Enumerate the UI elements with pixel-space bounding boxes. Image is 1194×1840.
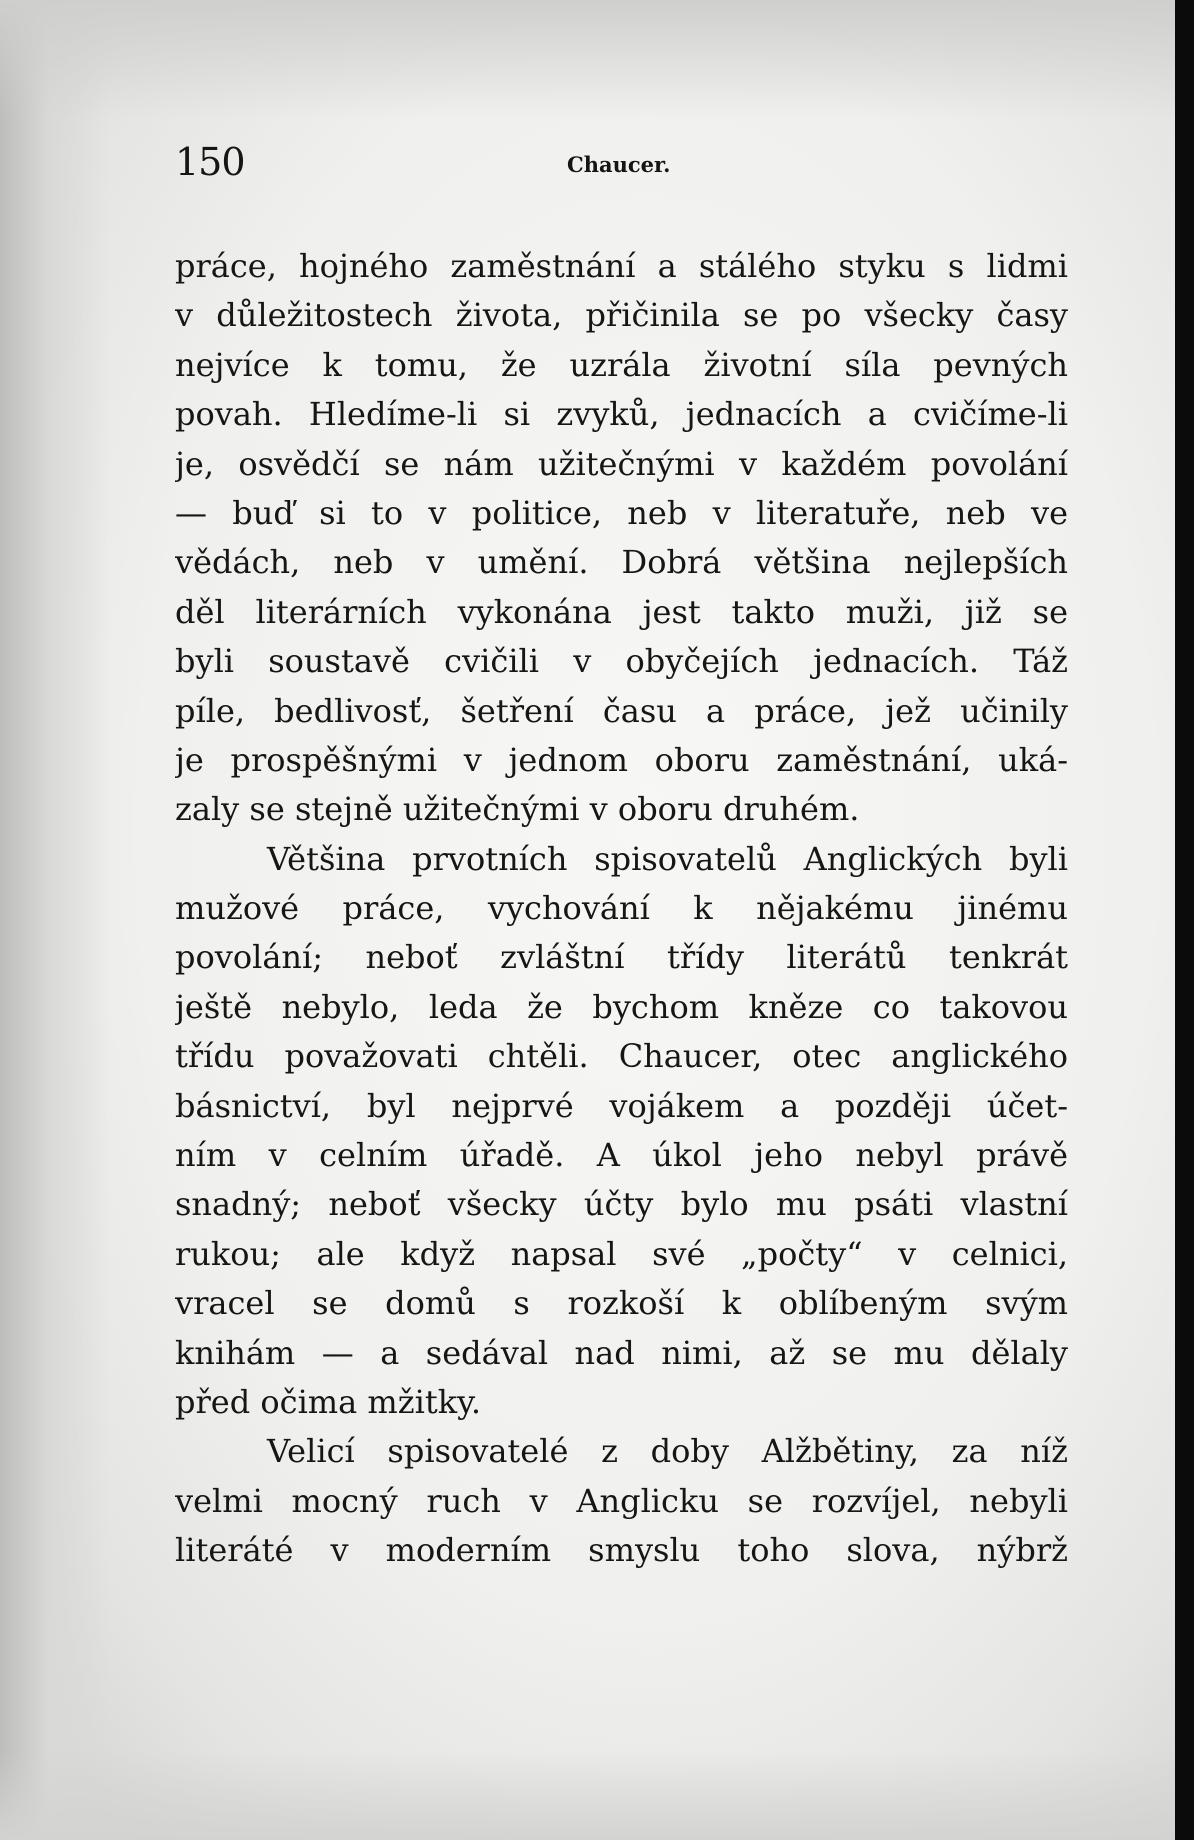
page-top-shadow bbox=[0, 0, 1175, 120]
text-line: knihám — a sedával nad nimi, až se mu dělaly bbox=[175, 1333, 1068, 1372]
page-number: 150 bbox=[175, 140, 245, 184]
text-line: snadný; neboť všecky účty bylo mu psáti vlastní bbox=[175, 1185, 1068, 1224]
text-line: velmi mocný ruch v Anglicku se rozvíjel, nebyli bbox=[175, 1481, 1068, 1520]
text-line: nejvíce k tomu, že uzrála životní síla pevných bbox=[175, 345, 1068, 384]
text-line: ještě nebylo, leda že bychom kněze co takovou bbox=[175, 987, 1068, 1026]
text-line: vracel se domů s rozkoší k oblíbeným svým bbox=[175, 1284, 1068, 1323]
paragraph-start-line: Velicí spisovatelé z doby Alžbětiny, za níž bbox=[267, 1432, 1068, 1471]
paragraph-start-line: Většina prvotních spisovatelů Anglických byli bbox=[267, 839, 1068, 878]
running-head: Chaucer. bbox=[567, 152, 671, 177]
text-line: je, osvědčí se nám užitečnými v každém povolání bbox=[175, 444, 1068, 483]
text-line: povolání; neboť zvláštní třídy literátů tenkrát bbox=[175, 938, 1068, 977]
text-line: je prospěšnými v jednom oboru zaměstnání, uká- bbox=[175, 740, 1068, 779]
text-line: — buď si to v politice, neb v literatuře, neb ve bbox=[175, 493, 1068, 532]
text-line: byli soustavě cvičili v obyčejích jednacích. Táž bbox=[175, 642, 1068, 681]
text-line: vědách, neb v umění. Dobrá většina nejlepších bbox=[175, 543, 1068, 582]
text-line: povah. Hledíme-li si zvyků, jednacích a cvičíme-li bbox=[175, 395, 1068, 434]
text-line: v důležitostech života, přičinila se po všecky časy bbox=[175, 296, 1068, 335]
text-line: ním v celním úřadě. A úkol jeho nebyl právě bbox=[175, 1136, 1068, 1175]
text-line: práce, hojného zaměstnání a stálého styku s lidmi bbox=[175, 247, 1068, 285]
text-line: třídu považovati chtěli. Chaucer, otec anglického bbox=[175, 1037, 1068, 1076]
page-gutter-shadow bbox=[0, 0, 110, 1840]
page-bottom-shadow bbox=[0, 1750, 1175, 1840]
text-line: děl literárních vykonána jest takto muži, již se bbox=[175, 592, 1068, 631]
text-line: básnictví, byl nejprvé vojákem a později účet- bbox=[175, 1086, 1068, 1125]
scan-border bbox=[1175, 0, 1194, 1840]
paragraph-end-line: před očima mžitky. bbox=[175, 1382, 482, 1421]
text-line: píle, bedlivosť, šetření času a práce, jež učinily bbox=[175, 691, 1068, 730]
text-line: literáté v moderním smyslu toho slova, nýbrž bbox=[175, 1531, 1068, 1570]
body-text bbox=[175, 242, 1068, 1576]
paragraph-end-line: zaly se stejně užitečnými v oboru druhém. bbox=[175, 790, 860, 829]
text-line: mužové práce, vychování k nějakému jinému bbox=[175, 889, 1068, 928]
text-line: rukou; ale když napsal své „počty“ v celnici, bbox=[175, 1234, 1068, 1273]
page-header bbox=[175, 140, 1075, 190]
